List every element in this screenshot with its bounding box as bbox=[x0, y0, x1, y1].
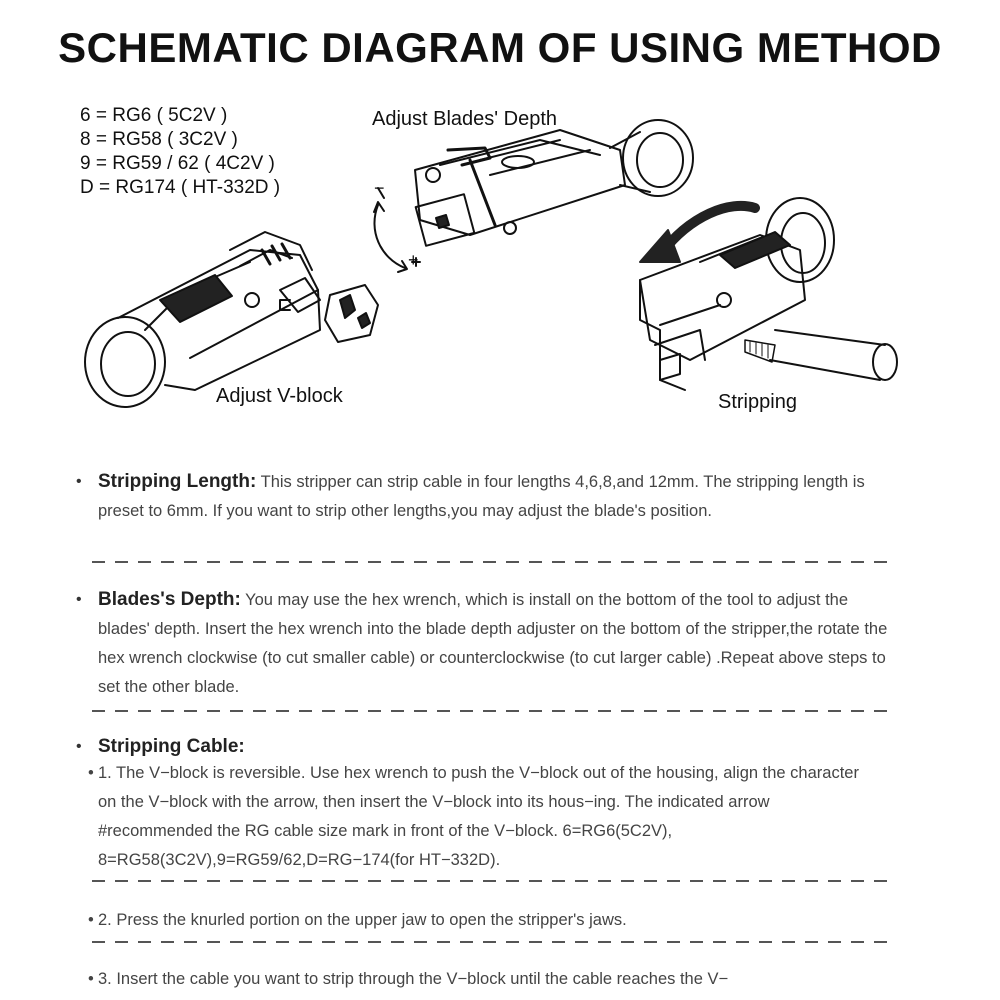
divider bbox=[92, 710, 892, 712]
step-1 bbox=[88, 759, 878, 875]
section-stripping-length bbox=[76, 467, 898, 526]
label-adjust-v-block: Adjust V-block bbox=[216, 385, 343, 407]
section-heading: Stripping Cable: bbox=[98, 736, 245, 757]
bullet-icon: • bbox=[76, 738, 82, 755]
stripper-stripping-illustration bbox=[640, 198, 897, 390]
divider bbox=[92, 941, 892, 943]
page-title: SCHEMATIC DIAGRAM OF USING METHOD bbox=[58, 24, 942, 71]
step-2 bbox=[88, 906, 878, 935]
step-3 bbox=[88, 965, 878, 994]
legend-item-8: 8 = RG58 ( 3C2V ) bbox=[80, 129, 238, 150]
minus-sign: − bbox=[374, 178, 385, 198]
divider bbox=[92, 561, 892, 563]
bullet-icon: • bbox=[88, 764, 94, 782]
stripper-diagram bbox=[0, 0, 1000, 440]
section-stripping-cable bbox=[76, 732, 898, 762]
legend-item-6: 6 = RG6 ( 5C2V ) bbox=[80, 105, 228, 126]
divider bbox=[92, 880, 892, 882]
label-adjust-blades-depth: Adjust Blades' Depth bbox=[372, 108, 558, 130]
stripper-vblock-illustration bbox=[85, 232, 378, 407]
bullet-icon: • bbox=[88, 911, 94, 929]
label-stripping: Stripping bbox=[718, 391, 797, 413]
section-heading: Blades's Depth: bbox=[98, 589, 241, 610]
step-text: 2. Press the knurled portion on the upper jaw to open the stripper's jaws. bbox=[98, 911, 627, 929]
bullet-icon: • bbox=[88, 970, 94, 988]
section-text: You may use the hex wrench, which is install on the bottom of the tool to adjust the blades' depth. Insert the hex wrench into the blade depth adjuster on the bottom of the stripper,the rotate the hex wrench clockwise (to cut smaller cable) or counterclockwise (to cut larger cable) .Repeat above steps to set the other blade. bbox=[98, 591, 888, 696]
section-text: This stripper can strip cable in four lengths 4,6,8,and 12mm. The stripping length is preset to 6mm. If you want to strip other lengths,you may adjust the blade's position. bbox=[98, 473, 865, 520]
legend-item-9: 9 = RG59 / 62 ( 4C2V ) bbox=[80, 153, 275, 174]
plus-sign: + bbox=[408, 250, 419, 270]
step-text: 1. The V−block is reversible. Use hex wrench to push the V−block out of the housing, align the character on the V−block with the arrow, then insert the V−block into its hous−ing. The indicated arrow #recommended the RG cable size mark in front of the V−block. 6=RG6(5C2V), 8=RG58(3C2V),9=RG59/62,D=RG−174(for HT−332D). bbox=[98, 764, 859, 869]
step-text: 3. Insert the cable you want to strip through the V−block until the cable reaches the V− bbox=[98, 970, 729, 988]
section-heading: Stripping Length: bbox=[98, 471, 257, 492]
section-blades-depth bbox=[76, 585, 898, 702]
legend-item-d: D = RG174 ( HT-332D ) bbox=[80, 177, 281, 198]
bullet-icon: • bbox=[76, 473, 82, 490]
bullet-icon: • bbox=[76, 591, 82, 608]
stripper-blade-depth-illustration bbox=[374, 120, 693, 272]
